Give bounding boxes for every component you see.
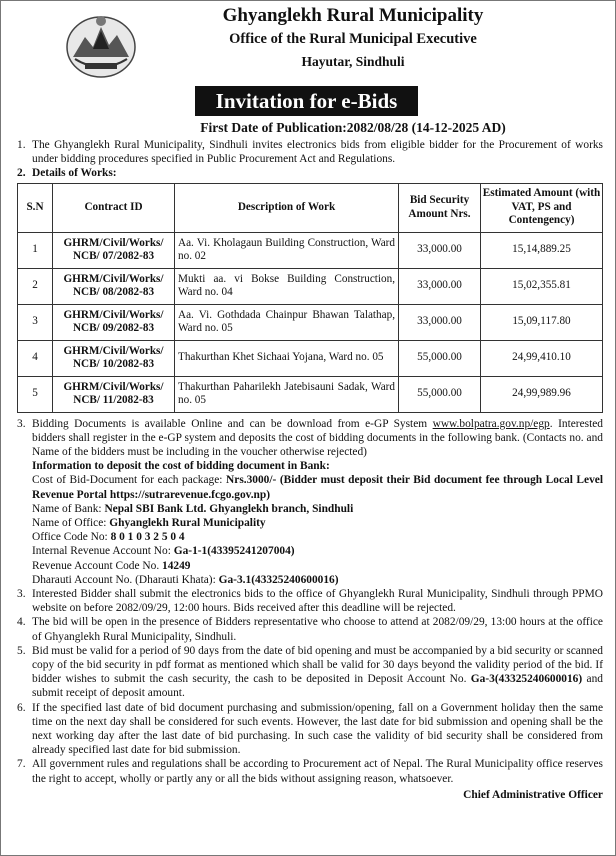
cost-value: Nrs.3000/- (Bidder must deposit their Bid document fee through Local Level Revenue Portal https://sutrarevenue.fcgo.gov.np) [32,474,603,501]
office-title: Office of the Rural Municipal Executive [229,31,477,47]
cell-contract-id: GHRM/Civil/Works/ NCB/ 07/2082-83 [53,232,175,268]
header-contract-id: Contract ID [53,183,175,232]
header-estimated-amount: Estimated Amount (with VAT, PS and Contengency) [481,183,603,232]
internal-revenue-value: Ga-1-1(43395241207004) [173,545,295,558]
bank-value: Nepal SBI Bank Ltd. Ghyanglekh branch, Sindhuli [104,502,354,515]
internal-revenue-label: Internal Revenue Account No: [32,545,174,558]
dharauti-label: Dharauti Account No. (Dharauti Khata): [32,573,219,586]
revenue-code-value: 14249 [162,559,191,572]
cell-sn: 4 [18,340,53,376]
clause-number: 7. [17,758,26,771]
clause-validity [15,644,603,701]
clause-number: 2. [17,167,26,180]
cell-contract-id: GHRM/Civil/Works/ NCB/ 08/2082-83 [53,268,175,304]
internal-revenue-line [32,544,603,558]
clause-rules [15,757,603,785]
office-code-label: Office Code No: [32,531,111,544]
cell-estimated-amount: 24,99,989.96 [481,376,603,412]
clause-text: Bid must be valid for a period of 90 days from the date of bid opening and must be accompanied by a bid security or scanned copy of the bid security in pdf format as mentioned which shall be valid for 30 days beyond the validity period of the bid. If bidder wishes to submit the cash security, the cash to be deposited in Deposit Account No. [32,644,603,686]
cell-bid-security: 33,000.00 [399,304,481,340]
clause-number: 6. [17,701,26,714]
table-row [18,340,603,376]
clause-opening [15,615,603,643]
clause-submission [15,587,603,615]
clause-text: If the specified last date of bid document purchasing and submission/opening, fall on a Government holiday then the same time on the next day shall be considered for such events. However, the last date for bid submission and opening shall be the next working day after the last date of bid purchasing. In such case the validity of bid security shall be considered from already specified last date for bid submission. [32,701,603,757]
clause-text-continued: . Interested bidders shall register in the e-GP system and deposits the cost of bidding documents in the following bank. (Contacts no. and Name of the bidders must be including in the voucher otherwise rejected) [32,417,603,459]
dharauti-line [32,573,603,587]
clause-3 [15,417,603,460]
header-bid-security: Bid Security Amount Nrs. [399,183,481,232]
office-label: Name of Office: [32,517,110,530]
cell-estimated-amount: 15,02,355.81 [481,268,603,304]
table-header-row [18,183,603,232]
header-description: Description of Work [175,183,399,232]
office-code-line [32,530,603,544]
clause-text: The Ghyanglekh Rural Municipality, Sindhuli invites electronics bids from eligible bidder for the Procurement of works under bidding procedures specified in Public Procurement Act and Regulations. [32,139,603,166]
publication-date: First Date of Publication:2082/08/28 (14-12-2025 AD) [200,120,506,135]
signature: Chief Administrative Officer [463,788,603,801]
egp-link[interactable]: www.bolpatra.gov.np/egp [432,417,550,430]
invitation-banner: Invitation for e-Bids [195,86,418,116]
cell-contract-id: GHRM/Civil/Works/ NCB/ 09/2082-83 [53,304,175,340]
dharauti-value: Ga-3.1(43325240600016) [218,573,339,586]
table-row [18,232,603,268]
clause-number: 1. [17,139,26,151]
cell-contract-id: GHRM/Civil/Works/ NCB/ 10/2082-83 [53,340,175,376]
clause-text-continued: and submit receipt of deposit amount. [32,673,603,700]
cell-sn: 3 [18,304,53,340]
works-table [17,183,603,413]
clause-1 [15,138,603,166]
cell-bid-security: 55,000.00 [399,340,481,376]
office-value: Ghyanglekh Rural Municipality [109,517,266,530]
cell-estimated-amount: 15,09,117.80 [481,304,603,340]
table-row [18,304,603,340]
cell-description: Thakurthan Khet Sichaai Yojana, Ward no. 05 [175,340,399,376]
revenue-code-label: Revenue Account Code No. [32,559,163,572]
revenue-code-line [32,559,603,573]
location: Hayutar, Sindhuli [301,54,405,69]
cell-estimated-amount: 24,99,410.10 [481,340,603,376]
cell-bid-security: 33,000.00 [399,268,481,304]
cost-line [32,473,603,501]
cell-estimated-amount: 15,14,889.25 [481,232,603,268]
cell-description: Aa. Vi. Kholagaun Building Construction, Ward no. 02 [175,232,399,268]
municipality-title: Ghyanglekh Rural Municipality [222,5,484,26]
table-row [18,268,603,304]
cell-description: Aa. Vi. Gothdada Chainpur Bhawan Talathap, Ward no. 05 [175,304,399,340]
bank-info [15,459,603,587]
deposit-account: Ga-3(43325240600016) [470,673,583,686]
notice-body [15,138,603,802]
cost-label: Cost of Bid-Document for each package: [32,474,227,487]
table-row [18,376,603,412]
header-sn: S.N [18,183,53,232]
clause-text: Bidding Documents is available Online and can be download from e-GP System [32,417,433,430]
clause-2 [15,166,603,180]
office-code-value: 8 0 1 0 3 2 5 0 4 [110,531,185,544]
cell-bid-security: 33,000.00 [399,232,481,268]
clause-holiday [15,701,603,758]
bank-info-heading: Information to deposit the cost of bidding document in Bank: [32,460,330,473]
bank-line [32,502,603,516]
clause-number: 4. [17,616,26,629]
cell-sn: 5 [18,376,53,412]
clause-heading: Details of Works: [32,167,117,180]
cell-sn: 2 [18,268,53,304]
clause-number: 3. [17,417,26,430]
clause-number: 3. [17,588,26,601]
clause-number: 5. [17,644,26,657]
clause-text: All government rules and regulations shall be according to Procurement act of Nepal. The Rural Municipality office reserves the right to accept, wholly or partly any or all the bids without assigning reason, whatsoever. [32,758,603,785]
cell-sn: 1 [18,232,53,268]
office-line [32,516,603,530]
cell-contract-id: GHRM/Civil/Works/ NCB/ 11/2082-83 [53,376,175,412]
clause-text: Interested Bidder shall submit the electronics bids to the office of Ghyanglekh Rural Municipality, Sindhuli through PPMO website on before 2082/09/29, 12:00 hours. Bids received after this deadline will be rejected. [32,588,603,615]
cell-description: Mukti aa. vi Bokse Building Construction, Ward no. 04 [175,268,399,304]
bank-label: Name of Bank: [32,502,105,515]
cell-description: Thakurthan Paharilekh Jatebisauni Sadak, Ward no. 05 [175,376,399,412]
cell-bid-security: 55,000.00 [399,376,481,412]
clause-text: The bid will be open in the presence of Bidders representative who choose to attend at 2082/09/29, 13:00 hours at the office of Ghyanglekh Rural Municipality, Sindhuli. [32,616,603,643]
